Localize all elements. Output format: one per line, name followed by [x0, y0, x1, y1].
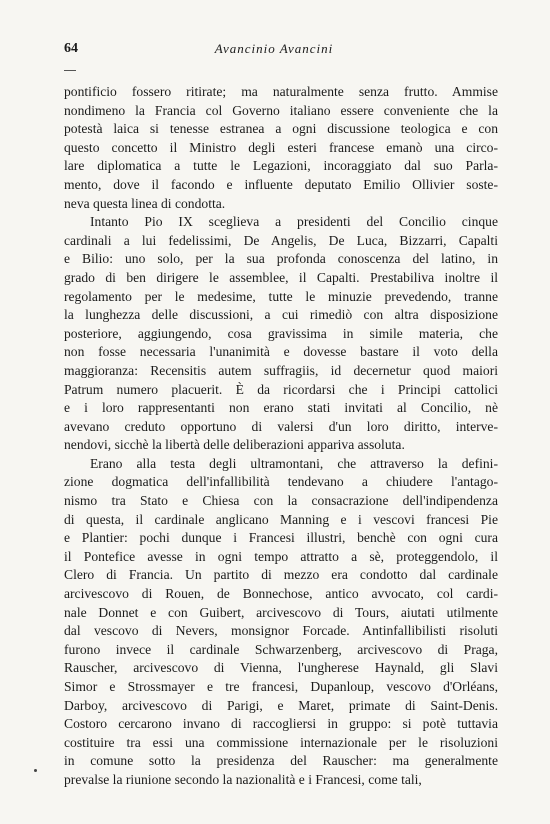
text-line: e Bilio: uno solo, per la sua profonda conoscenza del latino, in — [64, 251, 498, 267]
text-line: zione dogmatica dell'infallibilità tendevano a chiudere l'antago- — [64, 474, 498, 490]
text-line: dal vescovo di Nevers, monsignor Forcade. Antinfallibilisti risoluti — [64, 623, 498, 639]
text-line: furono invece il cardinale Schwarzenberg, arcivescovo di Praga, — [64, 641, 498, 657]
text-line: cardinali a lui fedelissimi, De Angelis, De Luca, Bizzarri, Capalti — [64, 232, 498, 248]
text-line: nismo tra Stato e Chiesa con la consacrazione dell'indipendenza — [64, 493, 498, 509]
page-header — [64, 41, 496, 61]
text-line: mento, dove il facondo e influente deputato Emilio Ollivier soste- — [64, 176, 498, 192]
text-line: non fosse necessaria l'unanimità e dovesse bastare il voto della — [64, 344, 498, 360]
text-line: regolamento per le medesime, tutte le minuzie prevedendo, tranne — [64, 288, 498, 304]
text-line: e i loro rappresentanti non erano stati invitati al Concilio, nè — [64, 400, 498, 416]
text-line: nendovi, sicchè la libertà delle deliberazioni appariva assoluta. — [64, 437, 405, 453]
text-line: Simor e Strossmayer e tre francesi, Dupanloup, vescovo d'Orléans, — [64, 679, 498, 694]
text-line: posteriore, aggiungendo, cosa gravissima in simile materia, che — [64, 325, 498, 341]
text-line: in comune sotto la presidenza del Rauscher: ma generalmente — [64, 753, 498, 769]
text-line: Patrum numero placuerit. È da ricordarsi che i Principi cattolici — [64, 381, 498, 397]
header-rule — [64, 70, 76, 71]
text-line: costituire tra essi una commissione internazionale per le risoluzioni — [64, 734, 498, 750]
text-line: grado di ben dirigere le assemblee, il Capalti. Prestabiliva inoltre il — [64, 269, 498, 285]
text-line: avevano creduto opportuno di valersi d'un loro diritto, interve- — [64, 418, 498, 434]
paragraph — [64, 83, 498, 213]
text-line: maggioranza: Recensitis autem suffragiis, id decernetur quod maiori — [64, 362, 498, 378]
text-line: questo concetto il Ministro degli esteri francese emanò una circo- — [64, 139, 498, 155]
text-line: neva questa linea di condotta. — [64, 195, 226, 211]
text-line: Intanto Pio IX sceglieva a presidenti del Concilio cinque — [90, 214, 498, 230]
paragraph — [64, 213, 498, 455]
running-head: Avancinio Avancini — [214, 41, 334, 56]
body-text — [64, 83, 498, 790]
text-line: Darboy, arcivescovo di Parigi, e Maret, primate di Saint-Denis. — [64, 697, 498, 713]
page-number: 64 — [64, 41, 78, 56]
text-line: e Plantier: pochi dunque i Francesi illustri, benchè con ogni cura — [64, 530, 498, 546]
text-line: la lunghezza delle discussioni, a cui rimediò con altra disposizione — [64, 307, 498, 323]
text-line: Clero di Francia. Un partito di mezzo era condotto dal cardinale — [64, 567, 498, 583]
text-line: il Pontefice avesse in ogni tempo attratto a sè, proteggendolo, il — [64, 548, 498, 564]
paragraph — [64, 455, 498, 790]
text-line: arcivescovo di Rouen, de Bonnechose, antico avvocato, col cardi- — [64, 586, 498, 602]
margin-mark — [34, 769, 37, 772]
text-line: nale Donnet e con Guibert, arcivescovo di Tours, aiutati utilmente — [64, 604, 498, 620]
text-line: potestà laica si tenesse estranea a ogni discussione teologica e con — [64, 121, 498, 137]
text-line: pontificio fossero ritirate; ma naturalmente senza frutto. Ammise — [64, 84, 498, 99]
text-line: lare diplomatica a tutte le Legazioni, incoraggiato dal suo Parla- — [64, 158, 498, 174]
text-line: Costoro cercarono invano di raccogliersi in gruppo: si potè tuttavia — [64, 716, 498, 732]
text-line: prevalse la riunione secondo la nazionalità e i Francesi, come tali, — [64, 771, 422, 787]
text-line: nondimeno la Francia col Governo italiano essere conveniente che la — [64, 102, 498, 118]
text-line: Erano alla testa degli ultramontani, che attraverso la defini- — [90, 455, 498, 471]
text-line: di questa, il cardinale anglicano Manning e i vescovi francesi Pie — [64, 511, 498, 527]
text-line: Rauscher, arcivescovo di Vienna, l'ungherese Haynald, gli Slavi — [64, 660, 498, 676]
